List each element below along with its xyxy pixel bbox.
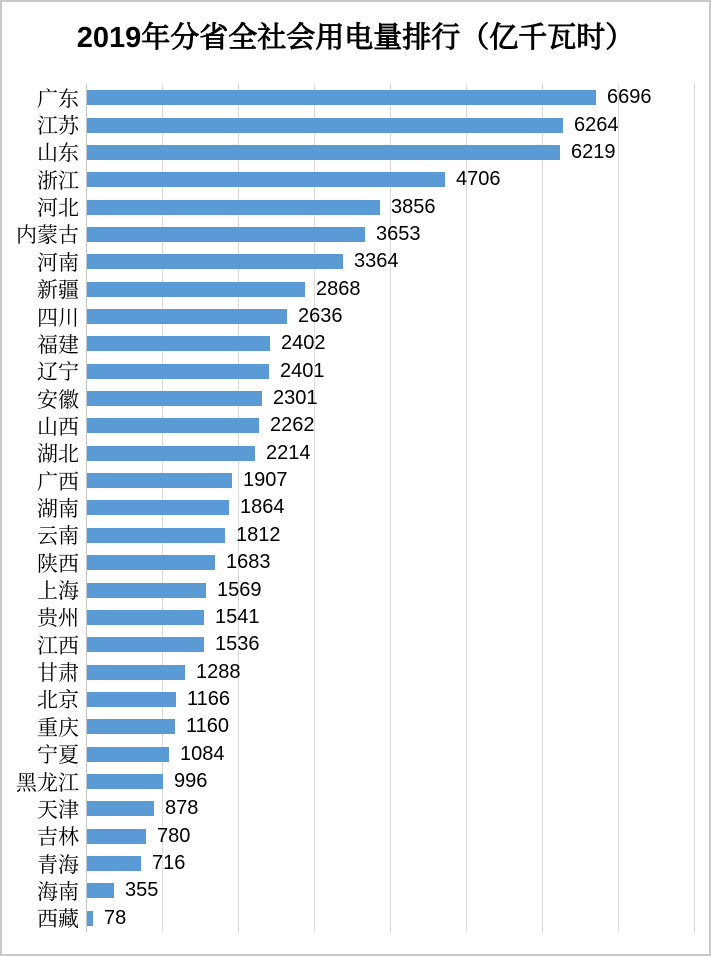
- bar-row: [2, 193, 711, 220]
- bar: [87, 610, 204, 625]
- value-label: 3653: [376, 222, 421, 245]
- bar: [87, 282, 305, 297]
- bar-row: [2, 385, 711, 412]
- category-label: 贵州: [37, 607, 79, 631]
- value-label: 4706: [456, 168, 501, 191]
- value-label: 6219: [571, 140, 616, 163]
- value-label: 1541: [215, 605, 260, 628]
- value-label: 3364: [354, 250, 399, 273]
- category-label: 青海: [37, 853, 79, 877]
- value-label: 780: [157, 824, 191, 847]
- category-label: 天津: [37, 798, 79, 822]
- bar: [87, 883, 114, 898]
- bar: [87, 227, 365, 242]
- bar: [87, 118, 563, 133]
- bar: [87, 500, 229, 515]
- bar-row: [2, 850, 711, 877]
- bar: [87, 692, 176, 707]
- category-label: 海南: [37, 880, 79, 904]
- category-label: 安徽: [37, 388, 79, 412]
- bar: [87, 774, 163, 789]
- category-label: 浙江: [37, 169, 79, 193]
- category-label: 新疆: [37, 279, 79, 303]
- category-label: 吉林: [37, 826, 79, 850]
- bar: [87, 665, 185, 680]
- bar-row: [2, 658, 711, 685]
- value-label: 2262: [270, 414, 315, 437]
- value-label: 2301: [273, 387, 318, 410]
- category-label: 湖北: [37, 443, 79, 467]
- bar: [87, 583, 206, 598]
- category-label: 陕西: [37, 552, 79, 576]
- value-label: 3856: [391, 195, 436, 218]
- bar: [87, 145, 560, 160]
- value-label: 1683: [226, 551, 271, 574]
- value-label: 355: [125, 879, 159, 902]
- category-label: 河北: [37, 197, 79, 221]
- bar-row: [2, 713, 711, 740]
- bar-row: [2, 768, 711, 795]
- category-label: 黑龙江: [16, 771, 79, 795]
- bar-row: [2, 330, 711, 357]
- bar-row: [2, 549, 711, 576]
- bar: [87, 719, 175, 734]
- bar: [87, 336, 270, 351]
- bar-row: [2, 221, 711, 248]
- bar-row: [2, 139, 711, 166]
- bar-row: [2, 412, 711, 439]
- bar: [87, 446, 255, 461]
- bar-row: [2, 877, 711, 904]
- bar: [87, 364, 269, 379]
- bar: [87, 90, 596, 105]
- category-label: 江苏: [37, 115, 79, 139]
- chart-title: 2019年分省全社会用电量排行（亿千瓦时）: [76, 22, 635, 54]
- value-label: 2636: [298, 305, 343, 327]
- bar: [87, 528, 225, 543]
- category-label: 辽宁: [37, 361, 79, 385]
- value-label: 1288: [196, 660, 241, 683]
- category-label: 内蒙古: [16, 224, 79, 248]
- bar: [87, 747, 169, 762]
- category-label: 江西: [37, 634, 79, 658]
- bar-row: [2, 823, 711, 850]
- bar-row: [2, 358, 711, 385]
- bar: [87, 856, 141, 871]
- bar-row: [2, 604, 711, 631]
- value-label: 6696: [607, 86, 652, 109]
- bar: [87, 309, 287, 324]
- category-label: 上海: [37, 580, 79, 604]
- bar: [87, 200, 380, 215]
- value-label: 1084: [180, 742, 225, 765]
- category-label: 广东: [37, 87, 79, 111]
- bar: [87, 254, 343, 269]
- bar: [87, 829, 146, 844]
- bar: [87, 418, 259, 433]
- value-label: 716: [152, 852, 186, 875]
- bar-row: [2, 166, 711, 193]
- value-label: 2401: [280, 359, 325, 382]
- category-label: 云南: [37, 525, 79, 549]
- bar-row: [2, 303, 711, 330]
- bar-row: [2, 905, 711, 932]
- value-label: 996: [174, 770, 208, 793]
- category-label: 西藏: [37, 908, 79, 932]
- bar-row: [2, 467, 711, 494]
- category-label: 广西: [37, 470, 79, 494]
- value-label: 1536: [215, 633, 260, 656]
- value-label: 2868: [316, 277, 361, 300]
- category-label: 重庆: [37, 716, 79, 740]
- category-label: 北京: [37, 689, 79, 713]
- bar-row: [2, 576, 711, 603]
- bar: [87, 473, 232, 488]
- bar: [87, 391, 262, 406]
- bar-row: [2, 494, 711, 521]
- value-label: 2214: [266, 441, 311, 464]
- category-label: 河南: [37, 251, 79, 275]
- bar: [87, 637, 204, 652]
- category-label: 甘肃: [37, 662, 79, 686]
- value-label: 1812: [236, 523, 281, 546]
- bar-row: [2, 741, 711, 768]
- bar-row: [2, 248, 711, 275]
- bar-row: [2, 686, 711, 713]
- value-label: 1907: [243, 469, 288, 492]
- bar-row: [2, 84, 711, 111]
- bar-row: [2, 795, 711, 822]
- bar-row: [2, 111, 711, 138]
- value-label: 878: [165, 797, 199, 820]
- value-label: 78: [104, 906, 127, 929]
- category-label: 山东: [37, 142, 79, 166]
- bar-row: [2, 631, 711, 658]
- value-label: 1569: [217, 578, 262, 601]
- value-label: 1864: [240, 496, 285, 519]
- category-label: 四川: [37, 306, 79, 330]
- bar: [87, 911, 93, 926]
- bar: [87, 555, 215, 570]
- category-label: 湖南: [37, 497, 79, 521]
- category-label: 宁夏: [37, 744, 79, 768]
- category-label: 山西: [37, 415, 79, 439]
- value-label: 6264: [574, 113, 619, 136]
- bar: [87, 801, 154, 816]
- value-label: 1160: [186, 715, 230, 738]
- bar-row: [2, 440, 711, 467]
- bar: [87, 172, 445, 187]
- value-label: 1166: [187, 687, 231, 710]
- value-label: 2402: [281, 332, 326, 355]
- bar-row: [2, 275, 711, 302]
- bar-row: [2, 522, 711, 549]
- category-label: 福建: [37, 333, 79, 357]
